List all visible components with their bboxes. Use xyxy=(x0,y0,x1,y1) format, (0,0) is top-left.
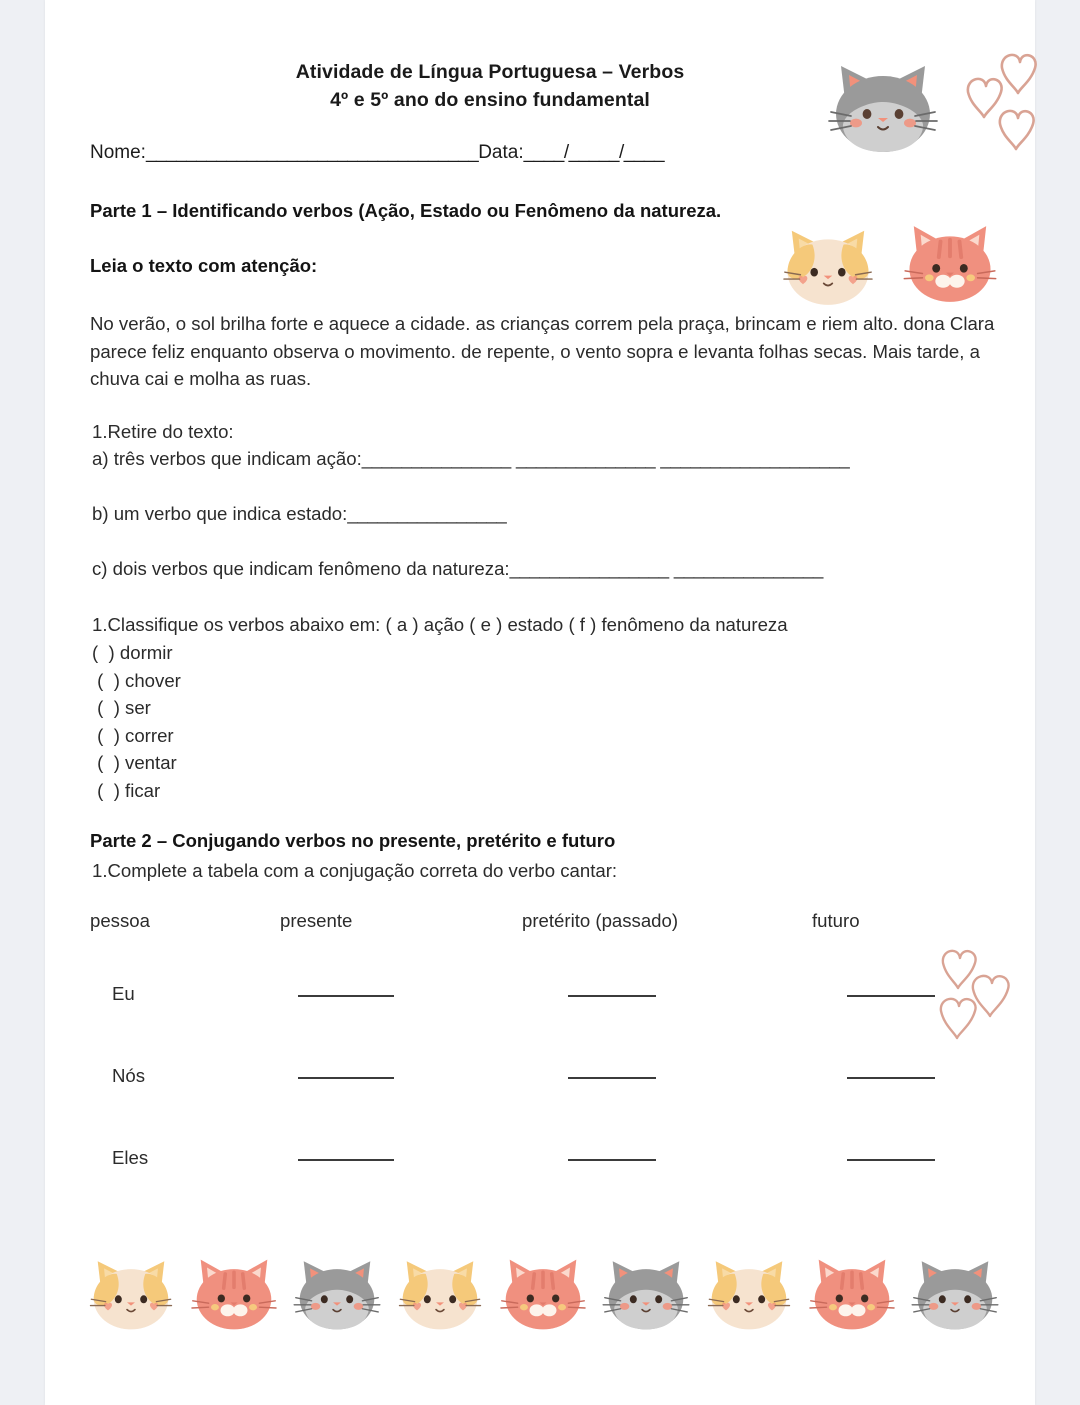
salmon-tabby-cat-icon xyxy=(900,218,1000,310)
question-1c xyxy=(92,555,823,583)
part2-instruction: 1.Complete a tabela com a conjugação correta do verbo cantar: xyxy=(92,860,618,881)
list-item[interactable]: ( ) ventar xyxy=(92,752,177,773)
passage-line-1: No verão, o sol brilha forte e aquece a cidade. as crianças correm pela praça, brincam e riem alto. xyxy=(90,313,899,334)
title-line-1: Atividade de Língua Portuguesa – Verbos xyxy=(295,61,685,83)
question-1a xyxy=(92,445,849,473)
salmon-tabby-cat-icon xyxy=(188,1252,280,1337)
row-label-eles: Eles xyxy=(112,1147,149,1168)
part1-heading: Parte 1 – Identificando verbos (Ação, Estado ou Fenômeno da natureza. xyxy=(90,200,722,221)
answer-blank-1a-2[interactable]: ______________ xyxy=(516,448,656,469)
reading-passage xyxy=(90,310,1025,393)
passage-line-3: secas. Mais tarde, a chuva cai e molha as ruas. xyxy=(90,340,980,389)
column-header-preterito: pretérito (passado) xyxy=(522,910,679,931)
answer-blank-eu-presente[interactable] xyxy=(298,995,394,997)
gray-cat-icon xyxy=(600,1252,692,1337)
verb-classification-list xyxy=(92,639,181,804)
part2-heading: Parte 2 – Conjugando verbos no presente, pretérito e futuro xyxy=(90,830,616,851)
name-input-blank[interactable]: _________________________________ xyxy=(145,142,479,163)
answer-blank-eu-futuro[interactable] xyxy=(847,995,935,997)
question-1b xyxy=(92,500,506,528)
cream-cat-icon xyxy=(394,1252,486,1337)
table-row xyxy=(90,1047,1035,1129)
list-item[interactable]: ( ) dormir xyxy=(92,642,173,663)
worksheet-page xyxy=(45,0,1035,1405)
answer-blank-1a-3[interactable]: ___________________ xyxy=(660,448,850,469)
answer-blank-nos-presente[interactable] xyxy=(298,1077,394,1079)
footer-cat-strip xyxy=(85,1252,1000,1352)
answer-blank-eles-preterito[interactable] xyxy=(568,1159,656,1161)
question-1-label: 1.Retire do texto: xyxy=(92,421,234,442)
list-item[interactable]: ( ) correr xyxy=(92,724,174,746)
answer-blank-1b[interactable]: ________________ xyxy=(347,503,507,524)
question-2-label: 1.Classifique os verbos abaixo em: ( a ) ação ( e ) estado ( f ) fenômeno da natureza xyxy=(92,614,788,635)
table-row xyxy=(90,1129,1035,1211)
answer-blank-eles-presente[interactable] xyxy=(298,1159,394,1161)
column-header-pessoa: pessoa xyxy=(90,910,150,931)
worksheet-content xyxy=(90,0,1035,1405)
answer-blank-1c-1[interactable]: ________________ xyxy=(509,558,669,579)
list-item[interactable]: ( ) ficar xyxy=(92,779,161,801)
answer-blank-nos-preterito[interactable] xyxy=(568,1077,656,1079)
gray-cat-icon xyxy=(825,58,941,158)
gray-cat-icon xyxy=(291,1252,383,1337)
page-title xyxy=(90,58,890,114)
answer-blank-nos-futuro[interactable] xyxy=(847,1077,935,1079)
passage-line-2: dona Clara parece feliz enquanto observa o movimento. de repente, o vento sopra e levanta folhas xyxy=(90,313,995,362)
gray-cat-icon xyxy=(909,1252,1001,1337)
table-header-row xyxy=(90,910,1035,965)
row-label-nos: Nós xyxy=(112,1065,146,1086)
conjugation-table xyxy=(90,910,1035,1211)
column-header-presente: presente xyxy=(280,910,353,931)
student-info-row xyxy=(90,142,664,164)
read-instruction: Leia o texto com atenção: xyxy=(90,255,318,276)
date-label: Data: xyxy=(478,142,524,163)
cream-cat-icon xyxy=(778,222,878,312)
hearts-icon xyxy=(960,40,1040,155)
table-row xyxy=(90,965,1035,1047)
cream-cat-icon xyxy=(85,1252,177,1337)
answer-blank-1a-1[interactable]: _______________ xyxy=(361,448,511,469)
question-1c-text: c) dois verbos que indicam fenômeno da natureza: xyxy=(92,558,510,579)
cream-cat-icon xyxy=(703,1252,795,1337)
date-input-blank[interactable]: ____/_____/____ xyxy=(523,142,665,163)
hearts-icon xyxy=(935,945,1015,1055)
answer-blank-eles-futuro[interactable] xyxy=(847,1159,935,1161)
question-1b-text: b) um verbo que indica estado: xyxy=(92,503,348,524)
answer-blank-1c-2[interactable]: _______________ xyxy=(673,558,823,579)
question-1a-text: a) três verbos que indicam ação: xyxy=(92,448,362,469)
name-label: Nome: xyxy=(90,142,146,163)
title-line-2: 4º e 5º ano do ensino fundamental xyxy=(330,89,650,111)
row-label-eu: Eu xyxy=(112,983,135,1004)
answer-blank-eu-preterito[interactable] xyxy=(568,995,656,997)
column-header-futuro: futuro xyxy=(812,910,860,931)
salmon-tabby-cat-icon xyxy=(806,1252,898,1337)
list-item[interactable]: ( ) chover xyxy=(92,669,181,691)
list-item[interactable]: ( ) ser xyxy=(92,697,151,718)
salmon-tabby-cat-icon xyxy=(497,1252,589,1337)
